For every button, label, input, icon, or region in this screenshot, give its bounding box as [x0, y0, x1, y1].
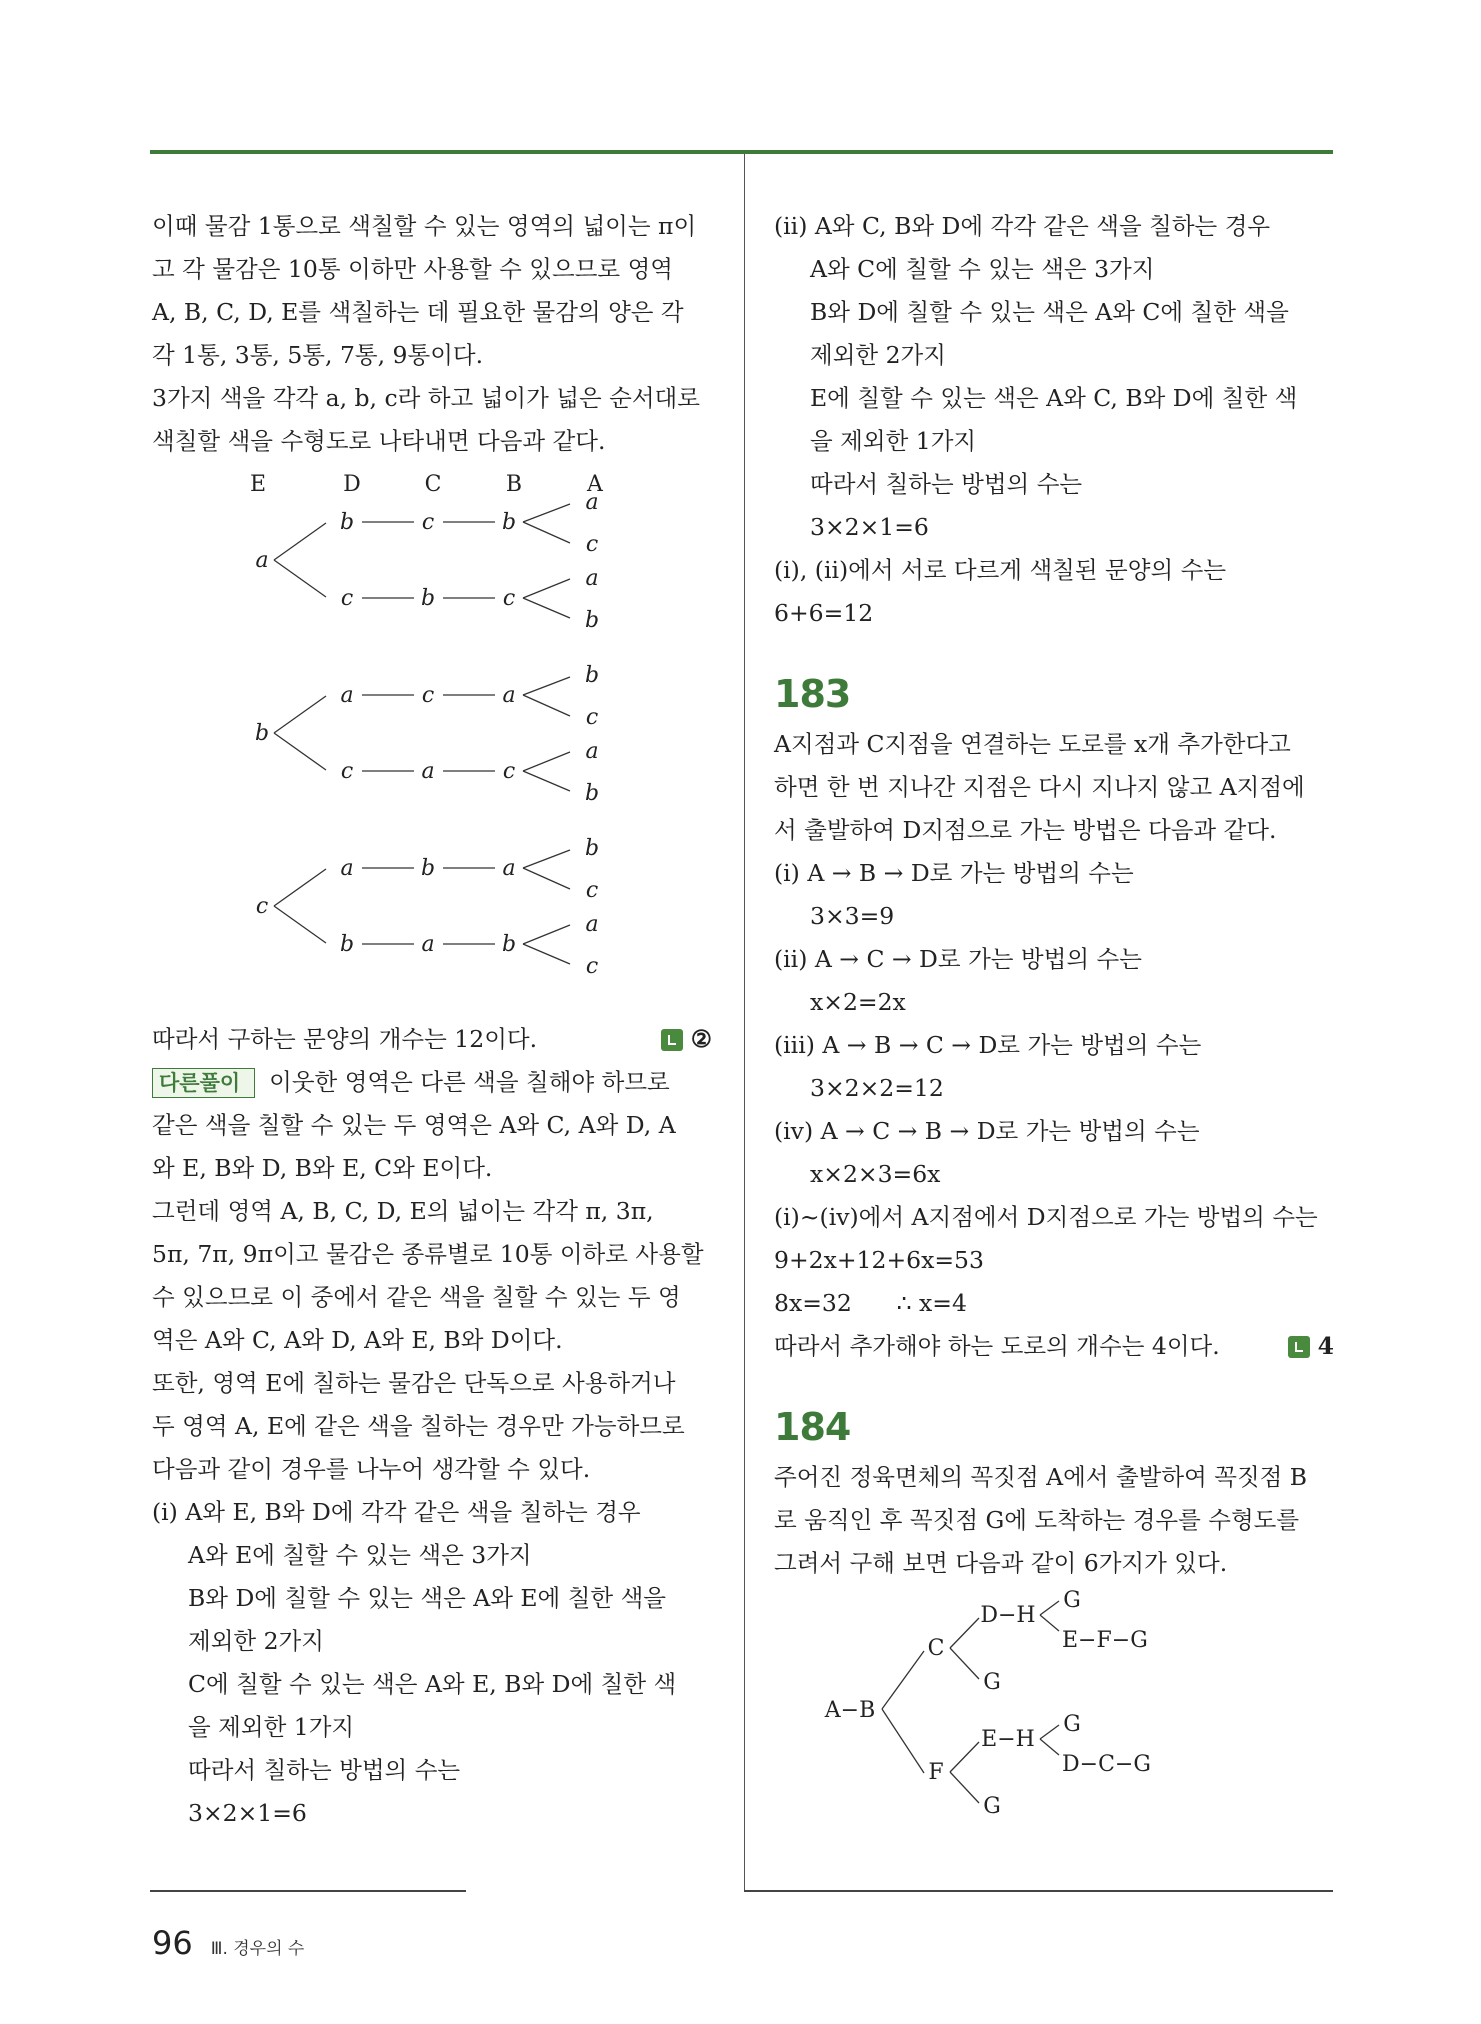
text-line: 을 제외한 1가지: [810, 427, 977, 455]
tree-node: c: [255, 894, 269, 919]
text-line: 3×2×1=6: [810, 513, 929, 541]
text-line: 3가지 색을 각각 a, b, c라 하고 넓이가 넓은 순서대로: [152, 384, 700, 412]
tree-node: c: [421, 683, 435, 708]
text-line: A와 E에 칠할 수 있는 색은 3가지: [188, 1541, 532, 1569]
problem-number-183: 183: [774, 672, 851, 716]
text-line: 고 각 물감은 10통 이하만 사용할 수 있으므로 영역: [152, 255, 673, 283]
tree-leaf: c: [585, 705, 599, 730]
tree-leaf: b: [584, 836, 600, 861]
text-line: 두 영역 A, E에 같은 색을 칠하는 경우만 가능하므로: [152, 1412, 685, 1440]
calc-line: 9+2x+12+6x=53: [774, 1246, 984, 1274]
text-line: 이때 물감 1통으로 색칠할 수 있는 영역의 넓이는 π이: [152, 212, 697, 240]
text-line: 주어진 정육면체의 꼭짓점 A에서 출발하여 꼭짓점 B: [774, 1463, 1308, 1491]
case-title: (ii) A → C → D로 가는 방법의 수는: [774, 945, 1142, 973]
tree-header-label: D: [343, 472, 361, 497]
answer-text: 따라서 추가해야 하는 도로의 개수는 4이다.: [774, 1332, 1220, 1360]
text-line: (i)~(iv)에서 A지점에서 D지점으로 가는 방법의 수는: [774, 1203, 1318, 1231]
calc-line: x×2=2x: [810, 988, 906, 1016]
tree-leaf: b: [584, 781, 600, 806]
answer-check-icon: [1288, 1336, 1310, 1358]
alt-solution-badge: 다른풀이: [152, 1068, 255, 1098]
answer-line: [774, 1325, 1334, 1368]
tree-leaf: c: [585, 954, 599, 979]
right-column: [774, 205, 1334, 1825]
case-title: (i) A → B → D로 가는 방법의 수는: [774, 859, 1134, 887]
tree-leaf: a: [585, 912, 599, 937]
case-title: (ii) A와 C, B와 D에 각각 같은 색을 칠하는 경우: [774, 212, 1271, 240]
tree-node: C: [927, 1636, 945, 1661]
answer-check-icon: [661, 1029, 683, 1051]
tree-node: c: [502, 586, 516, 611]
bottom-rule-right: [744, 1890, 1333, 1892]
text-line: 와 E, B와 D, B와 E, C와 E이다.: [152, 1154, 493, 1182]
text-line: B와 D에 칠할 수 있는 색은 A와 C에 칠한 색을: [810, 298, 1289, 326]
case-title: (i) A와 E, B와 D에 각각 같은 색을 칠하는 경우: [152, 1498, 641, 1526]
calc-line: x×2×3=6x: [810, 1160, 941, 1188]
color-tree-diagram: [152, 463, 712, 1018]
answer-value: ②: [690, 1025, 712, 1053]
tree-node: a: [340, 683, 354, 708]
tree-node: b: [420, 586, 436, 611]
tree-node: b: [501, 510, 517, 535]
tree-node: a: [502, 856, 516, 881]
tree-node: c: [340, 586, 354, 611]
tree-node: a: [502, 683, 516, 708]
text-line: 6+6=12: [774, 599, 874, 627]
text-line: 역은 A와 C, A와 D, A와 E, B와 D이다.: [152, 1326, 563, 1354]
text-line: A, B, C, D, E를 색칠하는 데 필요한 물감의 양은 각: [152, 298, 684, 326]
tree-header-label: B: [505, 472, 523, 497]
text-line: 이웃한 영역은 다른 색을 칠해야 하므로: [269, 1068, 670, 1096]
alt-solution-line: [152, 1061, 712, 1104]
text-line: 하면 한 번 지나간 지점은 다시 지나지 않고 A지점에: [774, 773, 1305, 801]
calc-line: 8x=32 ∴ x=4: [774, 1289, 967, 1317]
tree-node: b: [339, 932, 355, 957]
text-line: A지점과 C지점을 연결하는 도로를 x개 추가한다고: [774, 730, 1291, 758]
left-column: [152, 205, 712, 1835]
text-line: 을 제외한 1가지: [188, 1713, 355, 1741]
tree-leaf: G: [983, 1670, 1001, 1695]
tree-node: A−B: [824, 1698, 876, 1723]
tree-leaf: G: [983, 1794, 1001, 1819]
tree-leaf: c: [585, 532, 599, 557]
tree-leaf: a: [585, 566, 599, 591]
page-number: 96: [152, 1924, 193, 1962]
answer-mark: [661, 1018, 712, 1061]
answer-mark: [1288, 1325, 1334, 1368]
calc-line: 3×3=9: [810, 902, 895, 930]
tree-leaf: a: [585, 490, 599, 515]
tree-node: a: [255, 548, 269, 573]
tree-node: c: [340, 759, 354, 784]
text-line: 제외한 2가지: [810, 341, 946, 369]
text-line: 그려서 구해 보면 다음과 같이 6가지가 있다.: [774, 1549, 1228, 1577]
text-line: 로 움직인 후 꼭짓점 G에 도착하는 경우를 수형도를: [774, 1506, 1300, 1534]
tree-node: F: [928, 1760, 944, 1785]
calc-line: 3×2×2=12: [810, 1074, 944, 1102]
tree-leaf: D−C−G: [1062, 1752, 1151, 1777]
tree-node: a: [421, 932, 435, 957]
text-line: 3×2×1=6: [188, 1799, 307, 1827]
problem-number-184: 184: [774, 1405, 851, 1449]
text-line: 각 1통, 3통, 5통, 7통, 9통이다.: [152, 341, 484, 369]
answer-text: 따라서 구하는 문양의 개수는 12이다.: [152, 1025, 538, 1053]
tree-node: D−H: [980, 1603, 1036, 1628]
text-line: E에 칠할 수 있는 색은 A와 C, B와 D에 칠한 색: [810, 384, 1298, 412]
case-title: (iv) A → C → B → D로 가는 방법의 수는: [774, 1117, 1200, 1145]
text-line: C에 칠할 수 있는 색은 A와 E, B와 D에 칠한 색: [188, 1670, 677, 1698]
tree-node: c: [421, 510, 435, 535]
text-line: 또한, 영역 E에 칠하는 물감은 단독으로 사용하거나: [152, 1369, 676, 1397]
tree-leaf: G: [1063, 1712, 1081, 1737]
tree-leaf: b: [584, 663, 600, 688]
text-line: 그런데 영역 A, B, C, D, E의 넓이는 각각 π, 3π,: [152, 1197, 654, 1225]
tree-node: E−H: [981, 1727, 1035, 1752]
tree-node: a: [421, 759, 435, 784]
bottom-rule-left: [150, 1890, 466, 1892]
tree-node: b: [254, 721, 270, 746]
answer-line: [152, 1018, 712, 1061]
tree-header-label: E: [249, 472, 267, 497]
tree-node: b: [420, 856, 436, 881]
tree-leaf: c: [585, 878, 599, 903]
text-line: 서 출발하여 D지점으로 가는 방법은 다음과 같다.: [774, 816, 1277, 844]
text-line: 5π, 7π, 9π이고 물감은 종류별로 10통 이하로 사용할: [152, 1240, 704, 1268]
text-line: (i), (ii)에서 서로 다르게 색칠된 문양의 수는: [774, 556, 1227, 584]
text-line: 제외한 2가지: [188, 1627, 324, 1655]
tree-node: c: [502, 759, 516, 784]
case-title: (iii) A → B → C → D로 가는 방법의 수는: [774, 1031, 1202, 1059]
text-line: 다음과 같이 경우를 나누어 생각할 수 있다.: [152, 1455, 591, 1483]
tree-header-label: A: [587, 472, 603, 497]
cube-path-tree-diagram: [774, 1585, 1334, 1825]
tree-leaf: a: [585, 739, 599, 764]
tree-leaf: E−F−G: [1062, 1628, 1148, 1653]
text-line: 따라서 칠하는 방법의 수는: [188, 1756, 461, 1784]
answer-value: 4: [1317, 1332, 1334, 1360]
tree-node: b: [501, 932, 517, 957]
column-divider: [744, 154, 745, 1890]
top-rule: [150, 150, 1333, 154]
text-line: 수 있으므로 이 중에서 같은 색을 칠할 수 있는 두 영: [152, 1283, 681, 1311]
page-footer: [152, 1924, 304, 1962]
text-line: 색칠할 색을 수형도로 나타내면 다음과 같다.: [152, 427, 606, 455]
tree-leaf: b: [584, 608, 600, 633]
tree-node: a: [340, 856, 354, 881]
text-line: A와 C에 칠할 수 있는 색은 3가지: [810, 255, 1155, 283]
text-line: 같은 색을 칠할 수 있는 두 영역은 A와 C, A와 D, A: [152, 1111, 676, 1139]
tree-leaf: G: [1063, 1588, 1081, 1613]
text-line: B와 D에 칠할 수 있는 색은 A와 E에 칠한 색을: [188, 1584, 666, 1612]
tree-node: b: [339, 510, 355, 535]
tree-header-label: C: [424, 472, 442, 497]
chapter-title: Ⅲ. 경우의 수: [210, 1939, 305, 1959]
text-line: 따라서 칠하는 방법의 수는: [810, 470, 1083, 498]
